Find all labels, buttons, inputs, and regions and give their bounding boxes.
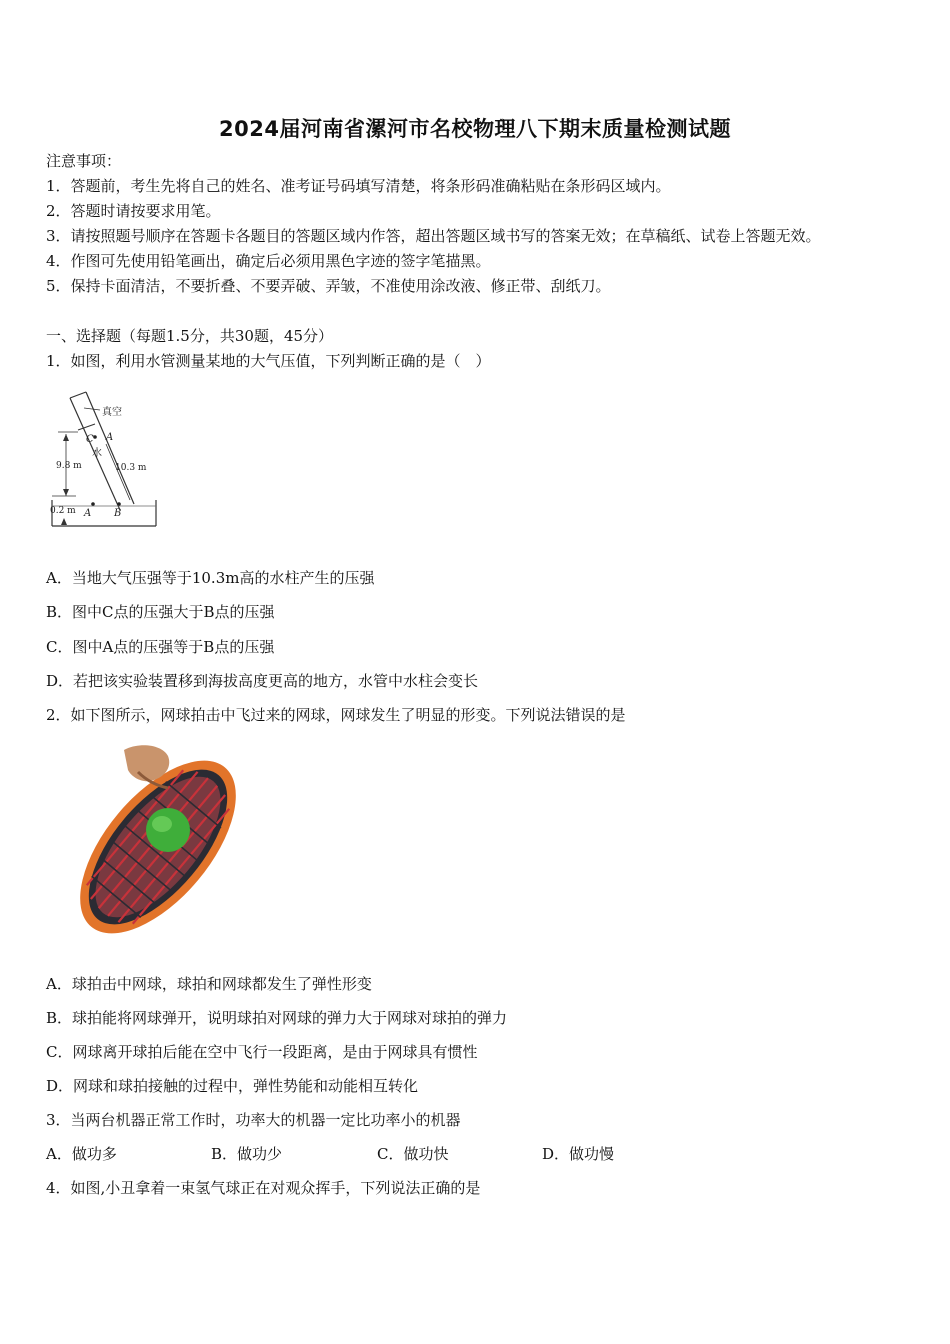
question-1-option-d: D．若把该实验装置移到海拔高度更高的地方，水管中水柱会变长 (46, 672, 479, 690)
label-height-10-3: 10.3 m (115, 463, 147, 473)
question-1-stem: 1．如图，利用水管测量某地的大气压值，下列判断正确的是（ ） (46, 352, 491, 370)
label-point-b: B (114, 508, 122, 519)
notice-item-2: 2．答题时请按要求用笔。 (46, 202, 221, 220)
label-point-c: C (86, 434, 94, 445)
question-1-option-b: B．图中C点的压强大于B点的压强 (46, 603, 275, 621)
label-height-9-8: 9.8 m (56, 461, 82, 471)
question-2-stem: 2．如下图所示，网球拍击中飞过来的网球，网球发生了明显的形变。下列说法错误的是 (46, 706, 626, 724)
notice-heading: 注意事项： (46, 152, 122, 170)
question-3-option-a: A．做功多 (46, 1145, 117, 1163)
notice-item-1: 1．答题前，考生先将自己的姓名、准考证号码填写清楚，将条形码准确粘贴在条形码区域内。 (46, 177, 671, 195)
label-vacuum: 真空 (102, 407, 122, 418)
question-3-option-d: D．做功慢 (542, 1145, 615, 1163)
question-1-option-c: C．图中A点的压强等于B点的压强 (46, 638, 275, 656)
notice-item-3: 3．请按照题号顺序在答题卡各题目的答题区域内作答，超出答题区域书写的答案无效；在草稿纸、试卷上答题无效。 (46, 227, 821, 245)
question-2-option-d: D．网球和球拍接触的过程中，弹性势能和动能相互转化 (46, 1077, 419, 1095)
label-height-0-2: 0.2 m (50, 506, 76, 516)
label-point-a-top: A (106, 432, 114, 443)
question-3-stem: 3．当两台机器正常工作时，功率大的机器一定比功率小的机器 (46, 1111, 461, 1129)
notice-item-4: 4．作图可先使用铅笔画出，确定后必须用黑色字迹的签字笔描黑。 (46, 252, 491, 270)
question-3-option-c: C．做功快 (377, 1145, 449, 1163)
question-1-option-a: A．当地大气压强等于10.3m高的水柱产生的压强 (46, 569, 375, 587)
page-title: 2024届河南省漯河市名校物理八下期末质量检测试题 (219, 117, 731, 141)
notice-item-5: 5．保持卡面清洁，不要折叠、不要弄破、弄皱，不准使用涂改液、修正带、刮纸刀。 (46, 277, 611, 295)
water-tube-diagram (48, 384, 168, 554)
tennis-racket-illustration (58, 742, 264, 954)
question-4-stem: 4．如图,小丑拿着一束氢气球正在对观众挥手，下列说法正确的是 (46, 1179, 481, 1197)
label-point-a-bottom: A (84, 508, 92, 519)
question-2-option-a: A．球拍击中网球，球拍和网球都发生了弹性形变 (46, 975, 372, 993)
question-2-option-c: C．网球离开球拍后能在空中飞行一段距离，是由于网球具有惯性 (46, 1043, 478, 1061)
question-3-option-b: B．做功少 (211, 1145, 283, 1163)
question-2-option-b: B．球拍能将网球弹开，说明球拍对网球的弹力大于网球对球拍的弹力 (46, 1009, 508, 1027)
label-water: 水 (92, 448, 102, 459)
section-heading: 一、选择题（每题1.5分，共30题，45分） (46, 327, 334, 345)
